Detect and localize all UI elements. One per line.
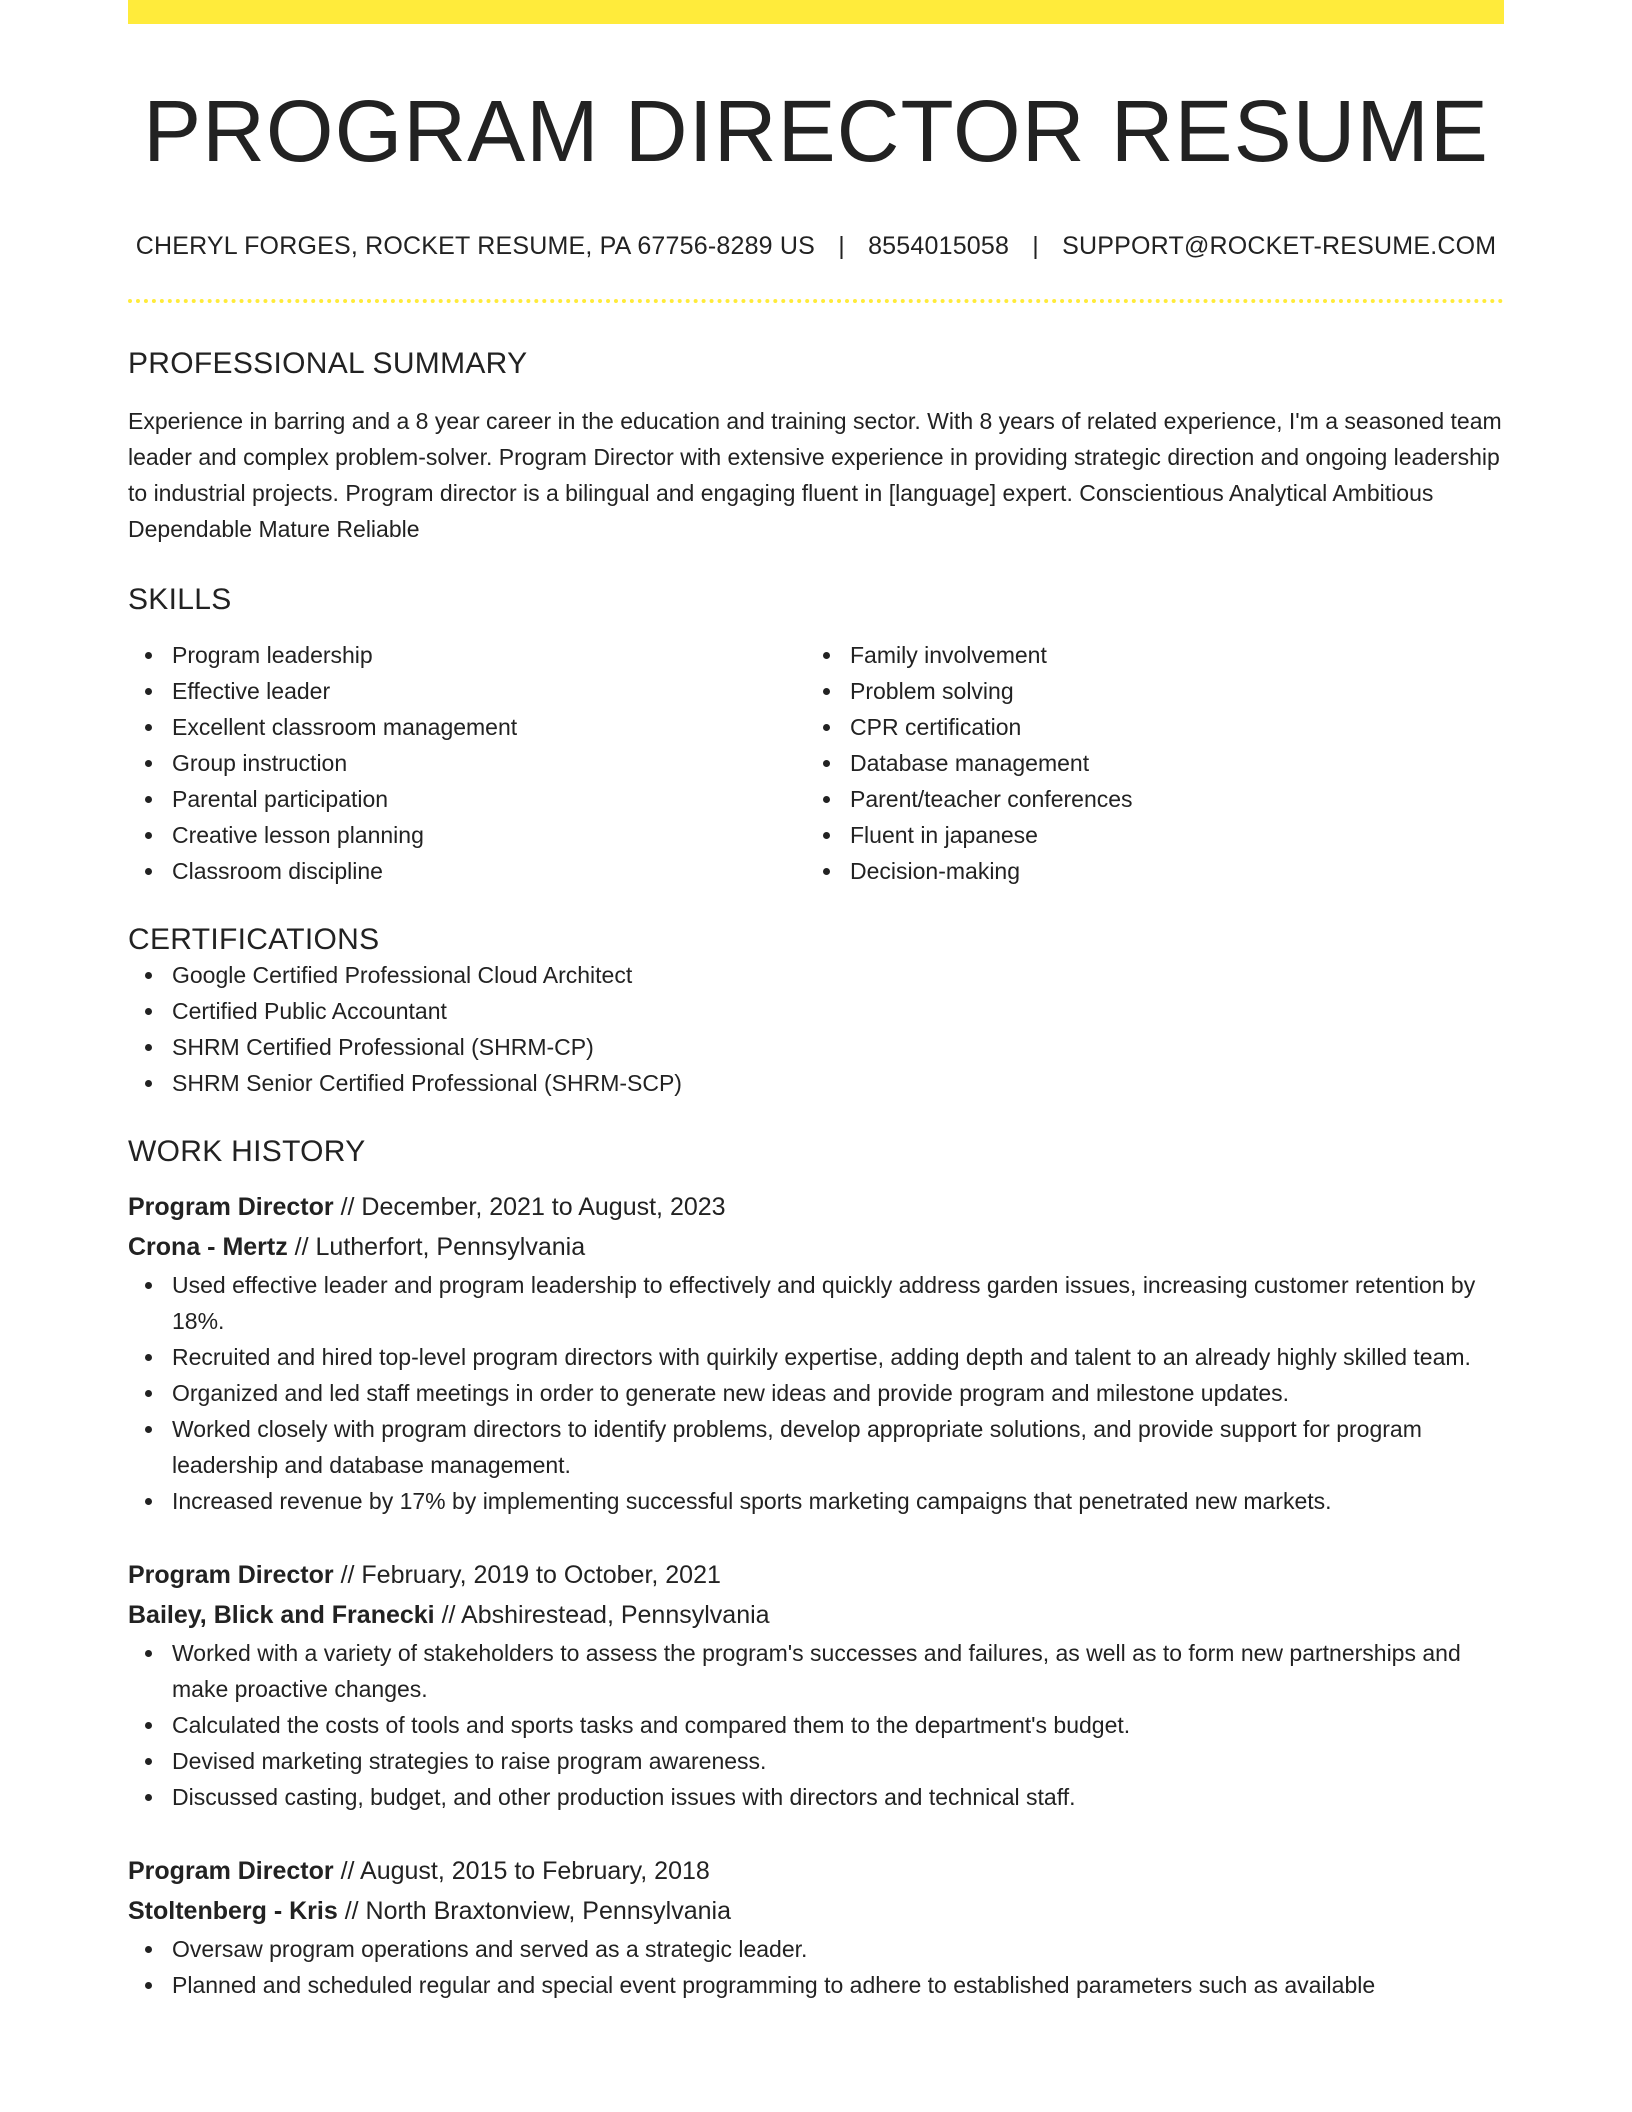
top-accent-bar — [128, 0, 1504, 24]
job-company-line — [128, 1227, 1504, 1267]
skill-item: Effective leader — [128, 673, 806, 709]
job-title-line — [128, 1851, 1504, 1891]
job-entry — [128, 1187, 1504, 1519]
skill-item: Problem solving — [806, 673, 1484, 709]
job-company-line — [128, 1891, 1504, 1931]
skill-item: Family involvement — [806, 637, 1484, 673]
skill-item: Group instruction — [128, 745, 806, 781]
skills-column-left — [128, 637, 806, 889]
header-divider — [128, 299, 1504, 303]
skill-item: Parent/teacher conferences — [806, 781, 1484, 817]
job-bullet: Worked closely with program directors to identify problems, develop appropriate solutions, and provide support for program leadership and database management. — [128, 1411, 1504, 1483]
skills-columns — [128, 637, 1504, 889]
contact-phone: 8554015058 — [868, 232, 1010, 261]
skill-item: Decision-making — [806, 853, 1484, 889]
job-title-line — [128, 1187, 1504, 1227]
skills-column-right — [806, 637, 1484, 889]
skill-item: Classroom discipline — [128, 853, 806, 889]
job-bullet: Planned and scheduled regular and special event programming to adhere to established parameters such as available — [128, 1967, 1504, 2003]
job-dates: // December, 2021 to August, 2023 — [333, 1193, 726, 1222]
job-company: Bailey, Blick and Franecki — [128, 1601, 435, 1630]
job-bullet: Organized and led staff meetings in order to generate new ideas and provide program and milestone updates. — [128, 1375, 1504, 1411]
contact-name-address: CHERYL FORGES, ROCKET RESUME, PA 67756-8289 US — [135, 232, 816, 261]
certification-item: SHRM Senior Certified Professional (SHRM-SCP) — [128, 1065, 1504, 1101]
job-bullets — [128, 1635, 1504, 1815]
skills-heading: SKILLS — [128, 583, 232, 617]
certification-item: SHRM Certified Professional (SHRM-CP) — [128, 1029, 1504, 1065]
job-bullet: Worked with a variety of stakeholders to assess the program's successes and failures, as well as to form new partnerships and make proactive changes. — [128, 1635, 1504, 1707]
resume-page — [128, 0, 1504, 2003]
job-company-line — [128, 1595, 1504, 1635]
job-title: Program Director — [128, 1561, 334, 1590]
certification-item: Certified Public Accountant — [128, 993, 1504, 1029]
job-bullets — [128, 1267, 1504, 1519]
contact-separator: | — [1032, 232, 1039, 261]
skill-item: Fluent in japanese — [806, 817, 1484, 853]
skill-item: Program leadership — [128, 637, 806, 673]
contact-separator: | — [838, 232, 845, 261]
job-dates: // February, 2019 to October, 2021 — [333, 1561, 721, 1590]
job-title-line — [128, 1555, 1504, 1595]
skills-list-left — [128, 637, 806, 889]
work-history-heading: WORK HISTORY — [128, 1135, 366, 1169]
contact-email: SUPPORT@ROCKET-RESUME.COM — [1062, 232, 1497, 261]
job-location: // North Braxtonview, Pennsylvania — [337, 1897, 731, 1926]
skill-item: Creative lesson planning — [128, 817, 806, 853]
job-bullet: Calculated the costs of tools and sports tasks and compared them to the department's budget. — [128, 1707, 1504, 1743]
job-company: Stoltenberg - Kris — [128, 1897, 338, 1926]
job-location: // Lutherfort, Pennsylvania — [287, 1233, 586, 1262]
certifications-list — [128, 957, 1504, 1101]
certification-item: Google Certified Professional Cloud Architect — [128, 957, 1504, 993]
job-bullets — [128, 1931, 1504, 2003]
job-title: Program Director — [128, 1193, 334, 1222]
job-title: Program Director — [128, 1857, 334, 1886]
job-bullet: Discussed casting, budget, and other production issues with directors and technical staff. — [128, 1779, 1504, 1815]
skills-list-right — [806, 637, 1484, 889]
job-dates: // August, 2015 to February, 2018 — [333, 1857, 710, 1886]
job-bullet: Used effective leader and program leadership to effectively and quickly address garden issues, increasing customer retention by 18%. — [128, 1267, 1504, 1339]
skill-item: CPR certification — [806, 709, 1484, 745]
skill-item: Excellent classroom management — [128, 709, 806, 745]
skill-item: Parental participation — [128, 781, 806, 817]
job-location: // Abshirestead, Pennsylvania — [434, 1601, 770, 1630]
summary-heading: PROFESSIONAL SUMMARY — [128, 347, 528, 381]
certifications-heading: CERTIFICATIONS — [128, 923, 380, 957]
contact-line — [128, 232, 1504, 261]
job-company: Crona - Mertz — [128, 1233, 288, 1262]
resume-title: PROGRAM DIRECTOR RESUME — [143, 83, 1489, 180]
job-bullet: Devised marketing strategies to raise program awareness. — [128, 1743, 1504, 1779]
job-bullet: Increased revenue by 17% by implementing successful sports marketing campaigns that penetrated new markets. — [128, 1483, 1504, 1519]
summary-text: Experience in barring and a 8 year career in the education and training sector. With 8 years of related experience, I'm a seasoned team leader and complex problem-solver. Program Director with extensive experience in providing strategic direction and ongoing leadership to industrial projects. Program director is a bilingual and engaging fluent in [language] expert. Conscientious Analytical Ambitious Dependable Mature Reliable — [128, 408, 1502, 543]
job-entry — [128, 1851, 1504, 2003]
skill-item: Database management — [806, 745, 1484, 781]
job-entry — [128, 1555, 1504, 1815]
job-bullet: Oversaw program operations and served as a strategic leader. — [128, 1931, 1504, 1967]
job-bullet: Recruited and hired top-level program directors with quirkily expertise, adding depth and talent to an already highly skilled team. — [128, 1339, 1504, 1375]
